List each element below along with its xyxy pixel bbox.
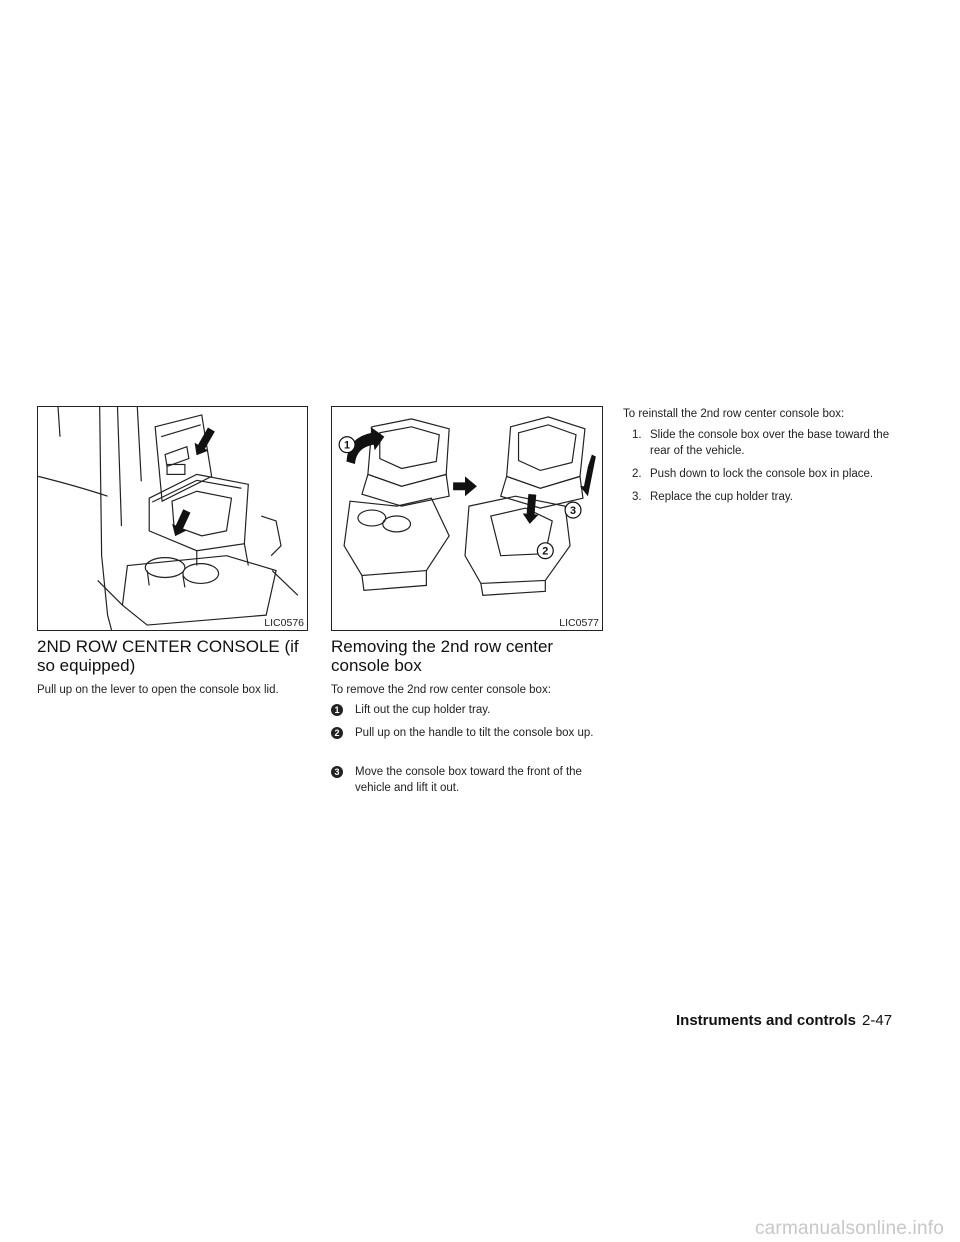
reinstall-step-2 <box>632 466 902 484</box>
figure-code: LIC0577 <box>559 617 599 629</box>
figure-code: LIC0576 <box>264 617 304 629</box>
callout-1: 1 <box>344 439 351 452</box>
step-text: Pull up on the handle to tilt the console box up. <box>355 727 594 739</box>
section-body-lever: Pull up on the lever to open the console box lid. <box>37 684 279 696</box>
step-number: 3. <box>632 491 642 503</box>
removal-step-2 <box>331 725 606 759</box>
figure-2nd-row-console-open <box>37 406 308 631</box>
step-number: 2. <box>632 468 642 480</box>
step-text: Replace the cup holder tray. <box>650 491 793 503</box>
step-text: Push down to lock the console box in place. <box>650 468 874 480</box>
section-title-removing-console: Removing the 2nd row center console box <box>331 637 554 675</box>
removal-intro: To remove the 2nd row center console box: <box>331 684 551 696</box>
console-lid-illustration <box>38 407 307 630</box>
callout-2: 2 <box>542 545 549 558</box>
step-number: 1. <box>632 429 642 441</box>
reinstall-intro: To reinstall the 2nd row center console box: <box>623 408 845 420</box>
callout-3: 3 <box>570 505 577 518</box>
section-title-2nd-row-console: 2ND ROW CENTER CONSOLE (if so equipped) <box>37 637 299 675</box>
console-removal-illustration <box>332 407 602 630</box>
step-marker: 1 <box>331 704 343 716</box>
step-text: Slide the console box over the base toward the rear of the vehicle. <box>650 429 890 457</box>
page-footer <box>676 1012 892 1029</box>
reinstall-step-1 <box>632 427 902 461</box>
step-marker: 2 <box>331 727 343 739</box>
watermark: carmanualsonline.info <box>754 1218 944 1239</box>
removal-step-1 <box>331 702 606 720</box>
figure-console-removal <box>331 406 603 631</box>
reinstall-step-3 <box>632 489 902 507</box>
step-text: Move the console box toward the front of the vehicle and lift it out. <box>355 766 582 794</box>
chapter-title: Instruments and controls <box>676 1012 857 1029</box>
step-marker: 3 <box>331 766 343 778</box>
removal-step-3 <box>331 764 606 798</box>
step-text: Lift out the cup holder tray. <box>355 704 491 716</box>
page-number: 2-47 <box>862 1012 893 1029</box>
